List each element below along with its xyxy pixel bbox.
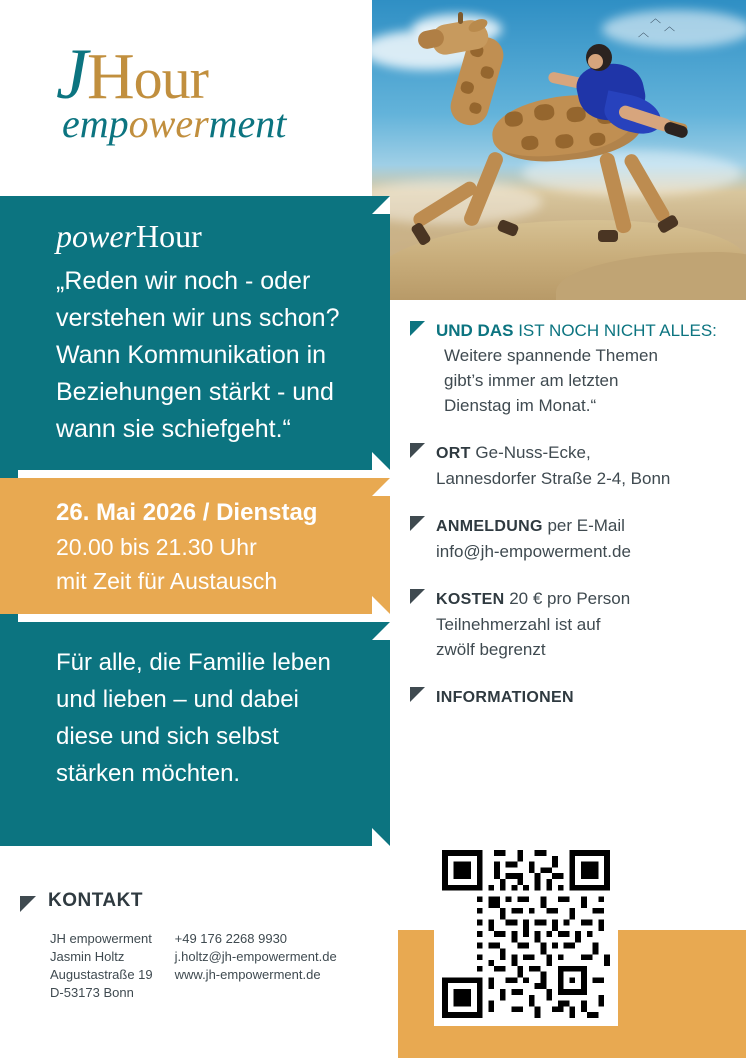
kontakt-website[interactable]: www.jh-empowerment.de — [174, 967, 321, 982]
event-date: 26. Mai 2026 / Dienstag — [56, 499, 318, 526]
info-heading-rest: 20 € pro Person — [509, 589, 631, 608]
logo-letter-h: H — [86, 40, 134, 113]
info-heading-row — [436, 586, 728, 612]
event-extra: mit Zeit für Austausch — [56, 568, 278, 594]
bird-icon: ︿ — [664, 21, 675, 33]
info-item-ort — [410, 440, 728, 491]
info-heading-rest: Ge-Nuss-Ecke, — [475, 443, 591, 462]
notch-shape — [372, 452, 390, 470]
info-heading-row — [436, 440, 728, 466]
bird-icon: ︿ — [638, 27, 649, 39]
info-item-informationen — [410, 684, 728, 710]
info-heading-rest: IST NOCH NICHT ALLES: — [518, 321, 717, 340]
kontakt-contact — [175, 930, 337, 1002]
info-heading-row — [436, 513, 728, 539]
info-line: Dienstag im Monat.“ — [444, 396, 597, 415]
power-hour-eyebrow — [56, 218, 350, 255]
eyebrow-power: power — [56, 218, 136, 254]
info-line: Teilnehmerzahl ist auf — [436, 615, 601, 634]
notch-shape — [372, 828, 390, 846]
giraffe-horn — [458, 12, 463, 24]
logo-line-1 — [56, 34, 356, 114]
logo-letter-j: J — [56, 34, 87, 114]
info-line: Lannesdorfer Straße 2-4, Bonn — [436, 469, 671, 488]
info-heading-rest: per E-Mail — [547, 516, 625, 535]
flag-icon — [410, 589, 425, 604]
logo-line-2 — [62, 103, 356, 145]
notch-shape — [372, 478, 390, 496]
info-heading: KOSTEN — [436, 591, 505, 608]
flag-icon — [410, 443, 425, 458]
logo-text-ment: ment — [208, 101, 287, 146]
kontakt-phone[interactable]: +49 176 2268 9930 — [174, 931, 288, 946]
info-heading: INFORMATIONEN — [436, 689, 574, 706]
info-item-anmeldung — [410, 513, 728, 564]
info-item-kosten — [410, 586, 728, 662]
giraffe-hoof — [598, 230, 618, 242]
logo — [56, 34, 356, 164]
bird-icon: ︿ — [650, 13, 661, 25]
kontakt-section — [20, 890, 380, 1002]
notch-shape — [372, 596, 390, 614]
info-list — [410, 318, 728, 732]
info-heading: UND DAS — [436, 321, 514, 340]
notch-shape — [372, 196, 390, 214]
kontakt-line: Augustastraße 19 — [50, 967, 153, 982]
info-line: Weitere spannende Themen — [444, 346, 658, 365]
audience-block — [0, 622, 390, 846]
logo-text-our: our — [133, 46, 208, 111]
info-item-und-das — [410, 318, 728, 418]
quote-text: „Reden wir noch - oder verstehen wir uns schon? Wann Kommunikation in Beziehungen stärkt - und wann sie schiefgeht.“ — [56, 267, 340, 443]
kontakt-email[interactable]: j.holtz@jh-empowerment.de — [174, 949, 337, 964]
info-line: gibt’s immer am letzten — [444, 371, 619, 390]
info-email[interactable]: info@jh-empowerment.de — [436, 542, 631, 561]
kontakt-line: D-53173 Bonn — [50, 985, 134, 1000]
event-time: 20.00 bis 21.30 Uhr — [56, 534, 257, 560]
kontakt-title: KONTAKT — [48, 890, 143, 911]
flag-icon — [410, 516, 425, 531]
hero-photo — [372, 0, 746, 300]
info-heading-row — [436, 684, 728, 710]
qr-code[interactable] — [442, 850, 610, 1018]
rider-face — [588, 54, 603, 69]
power-hour-quote-block — [0, 196, 390, 470]
flag-icon — [410, 687, 425, 702]
date-block — [0, 478, 390, 614]
kontakt-line: JH empowerment — [50, 931, 152, 946]
kontakt-columns — [50, 930, 380, 1002]
notch-shape — [372, 622, 390, 640]
info-heading: ANMELDUNG — [436, 518, 543, 535]
kontakt-line: Jasmin Holtz — [50, 949, 125, 964]
qr-code-container[interactable] — [434, 842, 618, 1026]
info-heading-row — [436, 318, 728, 343]
audience-text: Für alle, die Familie leben und lieben – und dabei diese und sich selbst stärken möchten. — [56, 649, 331, 787]
flag-icon — [410, 321, 425, 336]
logo-text-ower: ower — [128, 101, 209, 146]
info-line: zwölf begrenzt — [436, 640, 546, 659]
info-heading: ORT — [436, 445, 471, 462]
eyebrow-hour: Hour — [136, 218, 202, 254]
flag-icon — [20, 896, 36, 912]
kontakt-address — [50, 930, 153, 1002]
logo-text-emp: emp — [62, 101, 129, 146]
